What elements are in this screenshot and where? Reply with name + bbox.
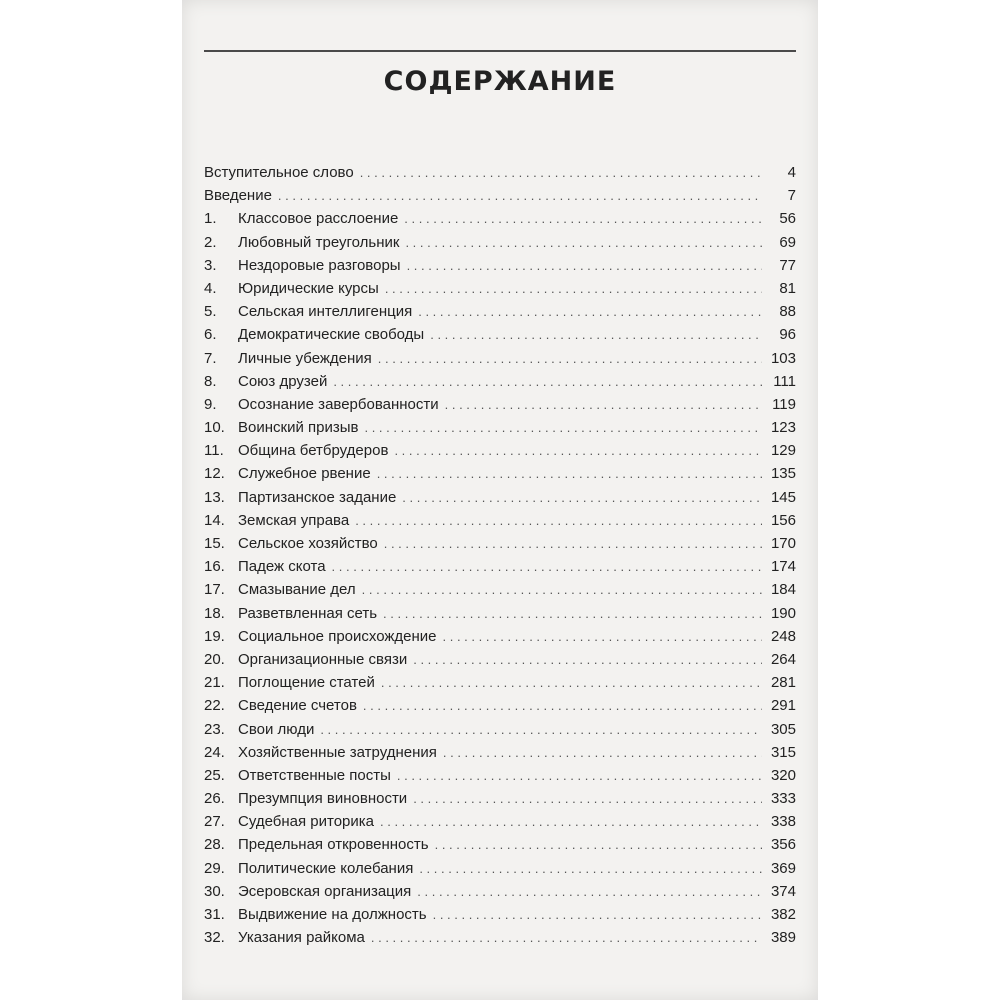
toc-entry-page: 382 (770, 906, 796, 923)
toc-entry (204, 718, 796, 741)
toc-entry-number: 31. (204, 906, 225, 923)
toc-entry-title: Община бетбрудеров (238, 442, 389, 460)
toc-leader-dots (397, 764, 762, 787)
toc-entry-title: Социальное происхождение (238, 627, 437, 645)
toc-entry-title: Воинский призыв (238, 419, 359, 437)
toc-entry (204, 555, 796, 578)
toc-entry-title: Классовое расслоение (238, 210, 399, 228)
toc-leader-dots (378, 347, 762, 370)
toc-leader-dots (363, 694, 762, 717)
toc-leader-dots (384, 532, 762, 555)
book-page (182, 0, 818, 1000)
toc-entry-page: 281 (770, 674, 796, 692)
toc-entry-page: 119 (772, 395, 796, 413)
toc-entry-page: 4 (787, 164, 796, 181)
toc-entry (204, 509, 796, 532)
toc-entry-page: 356 (770, 836, 796, 854)
toc-entry-number: 21. (204, 674, 225, 692)
toc-entry-number: 29. (204, 859, 225, 877)
toc-entry-page: 369 (770, 859, 796, 877)
toc-leader-dots (443, 741, 762, 764)
toc-entry-title: Хозяйственные затруднения (238, 743, 437, 761)
toc-entry-number: 28. (204, 836, 225, 854)
toc-entry-number: 2. (204, 233, 217, 251)
toc-entry (204, 833, 796, 856)
toc-entry-number: 6. (204, 326, 217, 344)
toc-entry (204, 810, 796, 833)
toc-leader-dots (278, 184, 762, 207)
toc-entry-title: Сведение счетов (238, 697, 357, 715)
toc-entry-title: Вступительное слово (204, 164, 354, 181)
toc-leader-dots (333, 370, 762, 393)
header-rule (204, 50, 796, 52)
toc-leader-dots (419, 857, 762, 880)
toc-entry (204, 625, 796, 648)
toc-entry-title: Выдвижение на должность (238, 906, 427, 923)
toc-leader-dots (355, 509, 762, 532)
toc-entry-page: 389 (770, 929, 796, 947)
toc-entry-title: Любовный треугольник (238, 233, 400, 251)
toc-leader-dots (418, 300, 762, 323)
toc-entry-title: Сельское хозяйство (238, 535, 378, 552)
toc-leader-dots (407, 254, 762, 277)
toc-leader-dots (385, 277, 762, 300)
toc-entry-page: 56 (779, 210, 796, 228)
toc-leader-dots (405, 231, 762, 254)
toc-entry (204, 393, 796, 416)
toc-entry-title: Поглощение статей (238, 674, 375, 692)
toc-entry-title: Ответственные посты (238, 766, 391, 784)
toc-entry (204, 323, 796, 346)
toc-entry-title: Организационные связи (238, 650, 408, 668)
toc-entry-title: Земская управа (238, 511, 350, 529)
toc-leader-dots (371, 926, 762, 949)
toc-entry-title: Указания райкома (238, 929, 365, 947)
toc-entry-title: Юридические курсы (238, 279, 379, 297)
toc-entry (204, 416, 796, 439)
toc-entry-title: Свои люди (238, 720, 315, 738)
page-title: СОДЕРЖАНИЕ (383, 66, 617, 97)
toc-entry-page: 88 (779, 303, 796, 321)
toc-entry-number: 10. (204, 419, 225, 437)
toc-entry-title: Введение (204, 187, 272, 205)
toc-leader-dots (383, 602, 762, 625)
toc-entry-number: 26. (204, 790, 225, 808)
toc-entry-page: 264 (770, 650, 796, 668)
toc-entry (204, 880, 796, 903)
toc-entry-page: 129 (770, 442, 796, 460)
toc-entry-number: 24. (204, 743, 225, 761)
toc-leader-dots (404, 207, 762, 230)
toc-entry-number: 32. (204, 929, 225, 947)
toc-entry-page: 291 (770, 697, 796, 715)
toc-leader-dots (364, 416, 762, 439)
toc-entry-number: 9. (204, 395, 217, 413)
toc-entry-title: Союз друзей (238, 372, 328, 390)
toc-entry (204, 532, 796, 555)
toc-entry (204, 602, 796, 625)
toc-entry-page: 174 (770, 558, 796, 576)
toc-entry-number: 20. (204, 650, 225, 668)
toc-entry-title: Сельская интеллигенция (238, 303, 413, 321)
toc-entry-number: 25. (204, 766, 225, 784)
toc-entry (204, 439, 796, 462)
toc-leader-dots (377, 462, 762, 485)
toc-leader-dots (433, 903, 762, 926)
table-of-contents (204, 161, 796, 949)
toc-entry-page: 145 (770, 488, 796, 506)
toc-entry-page: 156 (770, 511, 796, 529)
toc-entry-number: 8. (204, 372, 217, 390)
toc-entry-title: Служебное рвение (238, 465, 371, 483)
toc-leader-dots (360, 161, 762, 184)
toc-entry-title: Личные убеждения (238, 349, 372, 367)
toc-entry-number: 18. (204, 604, 225, 622)
toc-leader-dots (445, 393, 762, 416)
toc-entry (204, 903, 796, 926)
toc-leader-dots (380, 810, 762, 833)
toc-entry-number: 7. (204, 349, 217, 367)
toc-entry-title: Нездоровые разговоры (238, 256, 401, 274)
toc-entry-page: 123 (770, 419, 796, 437)
toc-leader-dots (402, 486, 762, 509)
toc-entry (204, 486, 796, 509)
toc-entry-number: 11. (204, 442, 224, 460)
toc-entry (204, 694, 796, 717)
toc-entry-number: 30. (204, 882, 225, 900)
toc-entry (204, 741, 796, 764)
toc-entry (204, 254, 796, 277)
toc-entry (204, 161, 796, 184)
toc-entry-page: 333 (770, 790, 796, 808)
toc-entry (204, 671, 796, 694)
toc-entry-title: Смазывание дел (238, 581, 356, 599)
toc-entry-page: 81 (779, 279, 796, 297)
toc-entry (204, 370, 796, 393)
toc-entry-number: 27. (204, 813, 225, 831)
toc-leader-dots (394, 439, 762, 462)
toc-entry-title: Судебная риторика (238, 813, 374, 831)
toc-entry-number: 16. (204, 558, 225, 576)
toc-entry-page: 184 (770, 581, 796, 599)
toc-entry (204, 648, 796, 671)
toc-entry-number: 5. (204, 303, 217, 321)
toc-entry-page: 305 (770, 720, 796, 738)
toc-entry-title: Партизанское задание (238, 488, 397, 506)
toc-entry (204, 207, 796, 230)
toc-entry-page: 190 (770, 604, 796, 622)
toc-entry-number: 4. (204, 279, 217, 297)
toc-entry-page: 338 (770, 813, 796, 831)
toc-entry-page: 7 (787, 187, 796, 205)
toc-entry (204, 926, 796, 949)
toc-entry-number: 13. (204, 488, 225, 506)
toc-leader-dots (443, 625, 762, 648)
toc-entry-page: 77 (779, 256, 796, 274)
toc-entry (204, 764, 796, 787)
toc-entry-title: Предельная откровенность (238, 836, 429, 854)
toc-leader-dots (413, 787, 762, 810)
toc-entry-title: Демократические свободы (238, 326, 425, 344)
toc-leader-dots (320, 718, 762, 741)
toc-entry (204, 787, 796, 810)
toc-leader-dots (413, 648, 762, 671)
toc-entry-title: Эсеровская организация (238, 882, 412, 900)
toc-entry-number: 17. (204, 581, 225, 599)
toc-leader-dots (430, 323, 762, 346)
toc-entry-number: 14. (204, 511, 225, 529)
toc-entry-page: 111 (773, 372, 796, 390)
toc-entry (204, 462, 796, 485)
toc-entry-page: 170 (770, 535, 796, 552)
toc-leader-dots (381, 671, 762, 694)
toc-entry (204, 347, 796, 370)
toc-leader-dots (362, 578, 762, 601)
toc-entry-title: Осознание завербованности (238, 395, 439, 413)
toc-entry-number: 22. (204, 697, 225, 715)
toc-leader-dots (435, 833, 762, 856)
toc-entry-number: 23. (204, 720, 225, 738)
toc-entry (204, 277, 796, 300)
toc-entry-page: 69 (779, 233, 796, 251)
toc-entry-title: Разветвленная сеть (238, 604, 378, 622)
toc-entry-number: 1. (204, 210, 217, 228)
toc-entry-title: Презумпция виновности (238, 790, 408, 808)
toc-entry-page: 103 (770, 349, 796, 367)
toc-entry-title: Падеж скота (238, 558, 326, 576)
toc-entry (204, 300, 796, 323)
toc-entry (204, 578, 796, 601)
toc-entry-number: 15. (204, 535, 225, 552)
toc-entry-number: 19. (204, 627, 225, 645)
toc-entry-page: 248 (770, 627, 796, 645)
toc-entry-title: Политические колебания (238, 859, 414, 877)
toc-entry-page: 135 (770, 465, 796, 483)
toc-entry (204, 184, 796, 207)
toc-entry (204, 231, 796, 254)
toc-entry-number: 12. (204, 465, 225, 483)
toc-leader-dots (417, 880, 762, 903)
toc-leader-dots (332, 555, 762, 578)
toc-entry-page: 320 (770, 766, 796, 784)
toc-entry-number: 3. (204, 256, 217, 274)
toc-entry-page: 96 (779, 326, 796, 344)
toc-entry-page: 374 (770, 882, 796, 900)
toc-entry-page: 315 (770, 743, 796, 761)
toc-entry (204, 857, 796, 880)
